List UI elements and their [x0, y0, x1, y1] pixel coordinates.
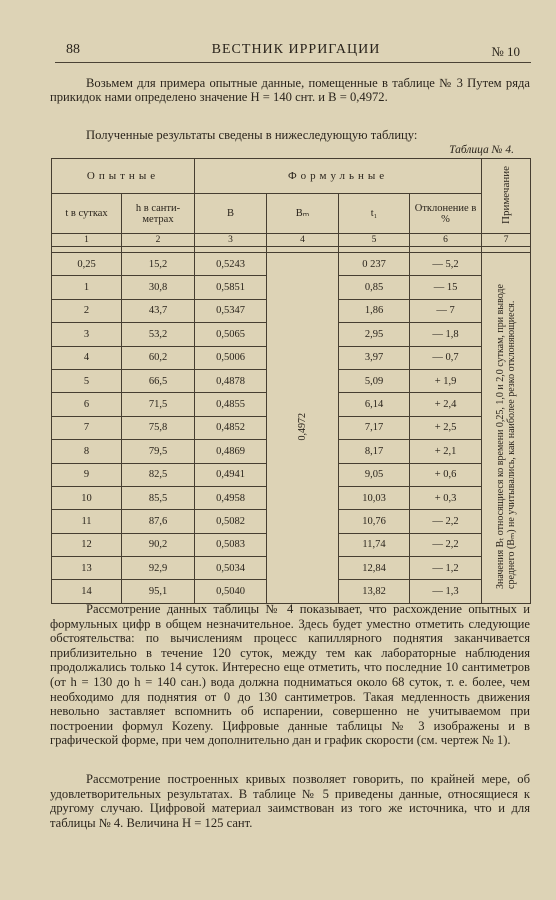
cell-h: 82,5: [122, 463, 195, 486]
cell-h: 66,5: [122, 369, 195, 392]
cell-b: 0,4958: [195, 486, 267, 509]
column-number: 3: [195, 234, 267, 247]
cell-deviation: + 0,3: [410, 486, 482, 509]
journal-title: ВЕСТНИК ИРРИГАЦИИ: [211, 42, 381, 57]
note-header-label: Примечание: [500, 165, 513, 224]
cell-t: 1: [52, 276, 122, 299]
cell-t: 9: [52, 463, 122, 486]
cell-h: 60,2: [122, 346, 195, 369]
cell-t1: 11,74: [339, 533, 410, 556]
cell-t1: 0,85: [339, 276, 410, 299]
cell-t1: 6,14: [339, 393, 410, 416]
cell-b: 0,4941: [195, 463, 267, 486]
column-number-row: [52, 234, 531, 247]
paragraph-3: Рассмотрение данных таблицы № 4 показывает, что расхождение опытных и формульных цифр в общем незначительное. Здесь будет уместно отметить следующие обстоятельства: по вычислениям процесс капиллярного поднятия заканчивается приблизительно в течение 120 суток, между тем как лабораторные наблюдения продолжались только 14 суток. Интересно еще отметить, что последние 10 сантиметров (от h = 130 до h = 140 сан.) вода должна подниматься около 68 суток, т. е. более, чем необходимо для поднятия от 0 до 130 сантиметров. Такая медленность движения невольно заставляет вспомнить об испарении, совершенно не учитываемом при построении формул Kozeny. Цифровые данные таблицы № 3 изображены и в графической форме, при чем дополнительно дан и график скорости (см. чертеж № 1).: [50, 602, 530, 748]
note-text: Значения Bₜ относящиеся ко времени 0,25, 1,0 и 2,0 суткам, при выводе среднего (Bₘ) не учитывались, как наиболее резко отклоняющиеся.: [495, 284, 518, 590]
cell-h: 90,2: [122, 533, 195, 556]
cell-note-merged: [482, 253, 531, 604]
table-body: [52, 247, 531, 604]
cell-t: 14: [52, 580, 122, 604]
cell-t: 0,25: [52, 253, 122, 276]
cell-t1: 7,17: [339, 416, 410, 439]
header-rule: [55, 62, 531, 63]
cell-deviation: — 2,2: [410, 510, 482, 533]
cell-h: 92,9: [122, 557, 195, 580]
cell-b: 0,5347: [195, 299, 267, 322]
cell-t1: 12,84: [339, 557, 410, 580]
cell-t1: 0 237: [339, 253, 410, 276]
group-header-formula: Формульные: [195, 159, 482, 194]
cell-t: 3: [52, 323, 122, 346]
cell-deviation: — 1,2: [410, 557, 482, 580]
cell-deviation: — 15: [410, 276, 482, 299]
cell-deviation: — 0,7: [410, 346, 482, 369]
column-number: 1: [52, 234, 122, 247]
cell-b: 0,4855: [195, 393, 267, 416]
cell-h: 79,5: [122, 440, 195, 463]
cell-deviation: + 2,5: [410, 416, 482, 439]
paragraph-2: Полученные результаты сведены в нижеследующую таблицу:: [86, 128, 418, 142]
cell-b: 0,5243: [195, 253, 267, 276]
paragraph-4: Рассмотрение построенных кривых позволяет говорить, по крайней мере, об удовлетворительных результатах. В таблице № 5 приведены данные, относящиеся к другому случаю. Цифровой материал заимствован из того же источника, что и для таблицы № 4. Величина H = 125 сант.: [50, 772, 530, 830]
cell-deviation: + 0,6: [410, 463, 482, 486]
paragraph-1: Возьмем для примера опытные данные, помещенные в таблице № 3 Путем ряда прикидок нами определено значение H = 140 снт. и B = 0,4972.: [50, 76, 530, 105]
cell-t1: 2,95: [339, 323, 410, 346]
cell-deviation: + 2,1: [410, 440, 482, 463]
cell-deviation: — 7: [410, 299, 482, 322]
cell-b: 0,5065: [195, 323, 267, 346]
cell-bm-merged: [267, 253, 339, 604]
group-header-experimental: Опытные: [52, 159, 195, 194]
column-number: 5: [339, 234, 410, 247]
results-table: [51, 158, 531, 604]
cell-t: 12: [52, 533, 122, 556]
cell-t: 7: [52, 416, 122, 439]
table-caption: Таблица № 4.: [449, 144, 514, 156]
table-row: [52, 253, 531, 276]
cell-t1: 1,86: [339, 299, 410, 322]
cell-deviation: + 2,4: [410, 393, 482, 416]
col-header-h: h в санти-метрах: [122, 194, 195, 234]
cell-t1: 10,03: [339, 486, 410, 509]
cell-t1: 13,82: [339, 580, 410, 604]
page-header: [66, 40, 526, 62]
cell-deviation: — 5,2: [410, 253, 482, 276]
col-header-bm: Bₘ: [267, 194, 339, 234]
issue-number: № 10: [491, 44, 520, 59]
cell-b: 0,5006: [195, 346, 267, 369]
cell-b: 0,4852: [195, 416, 267, 439]
cell-h: 95,1: [122, 580, 195, 604]
cell-t: 4: [52, 346, 122, 369]
cell-t: 13: [52, 557, 122, 580]
cell-t: 5: [52, 369, 122, 392]
cell-deviation: — 1,8: [410, 323, 482, 346]
col-header-b: B: [195, 194, 267, 234]
cell-t1: 9,05: [339, 463, 410, 486]
cell-t: 11: [52, 510, 122, 533]
page-number: 88: [66, 42, 80, 57]
cell-h: 75,8: [122, 416, 195, 439]
cell-t1: 10,76: [339, 510, 410, 533]
cell-h: 87,6: [122, 510, 195, 533]
cell-h: 53,2: [122, 323, 195, 346]
column-number: 7: [482, 234, 531, 247]
cell-b: 0,5034: [195, 557, 267, 580]
cell-b: 0,5083: [195, 533, 267, 556]
column-number: 6: [410, 234, 482, 247]
cell-t: 6: [52, 393, 122, 416]
cell-h: 30,8: [122, 276, 195, 299]
cell-b: 0,4869: [195, 440, 267, 463]
cell-t: 8: [52, 440, 122, 463]
cell-deviation: — 1,3: [410, 580, 482, 604]
cell-b: 0,5082: [195, 510, 267, 533]
cell-t1: 3,97: [339, 346, 410, 369]
col-header-t: t в сутках: [52, 194, 122, 234]
cell-h: 15,2: [122, 253, 195, 276]
cell-t: 2: [52, 299, 122, 322]
cell-b: 0,4878: [195, 369, 267, 392]
col-header-deviation: Отклонение в %: [410, 194, 482, 234]
bm-value: 0,4972: [297, 412, 309, 441]
cell-b: 0,5040: [195, 580, 267, 604]
column-number: 4: [267, 234, 339, 247]
cell-deviation: + 1,9: [410, 369, 482, 392]
cell-b: 0,5851: [195, 276, 267, 299]
col-header-t1: t₁: [339, 194, 410, 234]
cell-t1: 8,17: [339, 440, 410, 463]
cell-t1: 5,09: [339, 369, 410, 392]
cell-h: 71,5: [122, 393, 195, 416]
col-header-note: [482, 159, 531, 234]
cell-t: 10: [52, 486, 122, 509]
cell-h: 85,5: [122, 486, 195, 509]
cell-h: 43,7: [122, 299, 195, 322]
cell-deviation: — 2,2: [410, 533, 482, 556]
column-number: 2: [122, 234, 195, 247]
